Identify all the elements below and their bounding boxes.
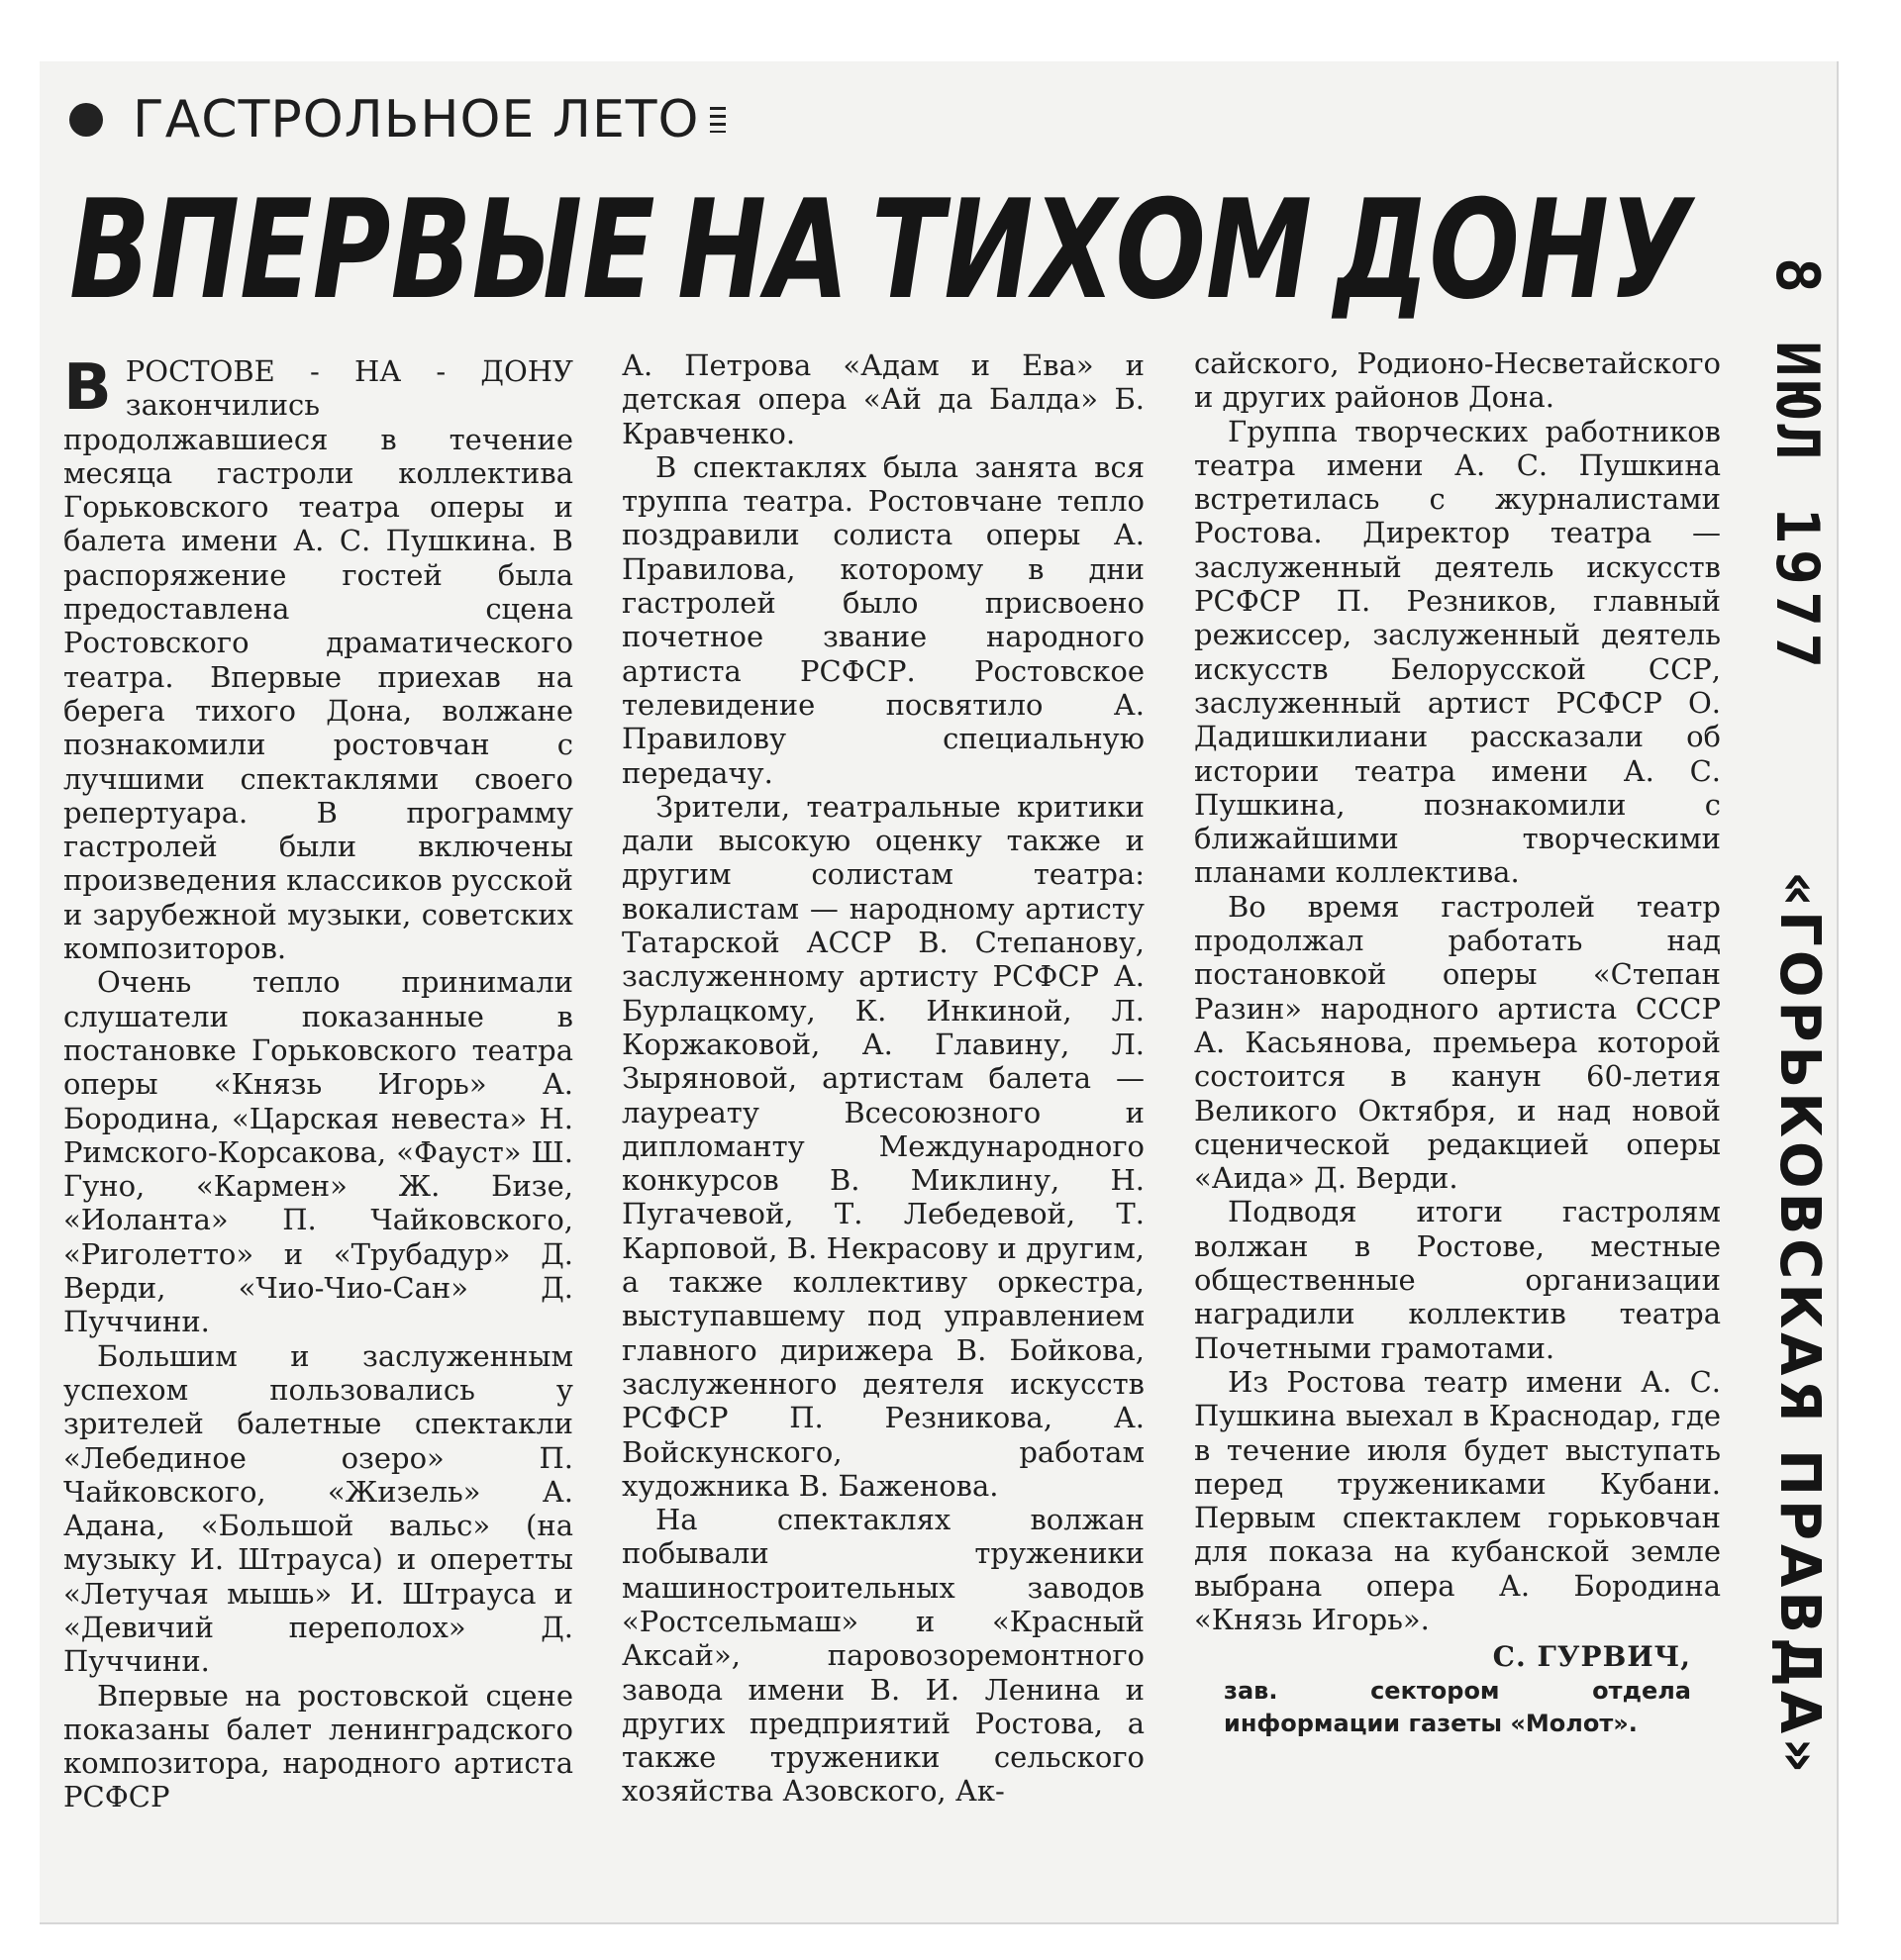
rubric-rule-icon <box>710 107 726 133</box>
paragraph: На спектаклях волжан побывали труженики машиностроительных заводов «Ростсельмаш» и «Красный Аксай», паровозоремонтного завода имени В. И. Ленина и других предприятий Ростова, а также труженики сельского хозяйства Азовского, Ак- <box>622 1503 1145 1809</box>
headline <box>69 170 1691 330</box>
paragraph: Подводя итоги гастролям волжан в Ростове, местные общественные организации наградили коллектив театра Почетными грамотами. <box>1194 1195 1721 1365</box>
author-signature: С. ГУРВИЧ, <box>1492 1640 1691 1674</box>
headline-word-3: ТИХОМ <box>870 170 1313 330</box>
author-position: зав. сектором отдела информации газеты «Молот». <box>1224 1676 1691 1737</box>
bullet-icon <box>69 103 103 137</box>
paragraph: сайского, Родионо-Несветайского и других районов Дона. <box>1194 346 1721 415</box>
paragraph: Зрители, театральные критики дали высокую оценку также и другим солистам театра: вокалистам — народному артисту Татарской АССР В. Степанову, заслуженному артисту РСФСР А. Бурлацкому, К. Инкиной, Л. Коржаковой, А. Главину, Л. Зыряновой, артистам балета — лауреату Всесоюзного и дипломанту Международного конкурсов В. Миклину, Н. Пугачевой, Т. Лебедевой, Т. Карповой, В. Некрасову и другим, а также коллективу оркестра, выступавшему под управлением главного дирижера В. Бойкова, заслуженного деятеля искусств РСФСР П. Резникова, А. Войскунского, работам художника В. Баженова. <box>622 789 1145 1503</box>
article-column-3 <box>1194 346 1721 1740</box>
article-column-2 <box>622 348 1145 1809</box>
paragraph: В спектаклях была занята вся труппа театра. Ростовчане тепло поздравили солиста оперы А. Правилова, которому в дни гастролей было присвоено почетное звание народного артиста РСФСР. Ростовское телевидение посвятило А. Правилову специальную передачу. <box>622 449 1145 790</box>
headline-word-1: ВПЕРВЫЕ <box>69 170 655 330</box>
rubric-header <box>69 85 726 154</box>
newspaper-name-stamp: «ГОРЬКОВСКАЯ ПРАВДА» <box>1767 871 1832 1778</box>
headline-word-2: НА <box>677 170 850 330</box>
paragraph: Из Ростова театр имени А. С. Пушкина выехал в Краснодар, где в течение июля будет выступать перед тружениками Кубани. Первым спектаклем горьковчан для показа на кубанской земле выбрана опера А. Бородина «Князь Игорь». <box>1194 1364 1721 1636</box>
date-stamp: 8 ИЮЛ 1977 <box>1762 257 1832 675</box>
paragraph: Во время гастролей театр продолжал работать над постановкой оперы «Степан Разин» народного артиста СССР А. Касьянова, премьера которой состоится в канун 60-летия Великого Октября, и над новой сценической редакцией оперы «Аида» Д. Верди. <box>1194 889 1721 1196</box>
paragraph: ВРОСТОВЕ - НА - ДОНУ закончились продолжавшиеся в течение месяца гастроли коллектива Горьковского театра оперы и балета имени А. С. Пушкина. В распоряжение гостей была предоставлена сцена Ростовского драматического театра. Впервые приехав на берега тихого Дона, волжане познакомили ростовчан с лучшими спектаклями своего репертуара. В программу гастролей были включены произведения классиков русской и зарубежной музыки, советских композиторов. <box>63 351 573 966</box>
rubric-title: ГАСТРОЛЬНОЕ ЛЕТО <box>133 90 700 149</box>
drop-cap: В <box>63 351 112 425</box>
article-column-1 <box>63 351 573 1814</box>
paragraph: А. Петрова «Адам и Ева» и детская опера «Ай да Балда» Б. Кравченко. <box>622 348 1145 450</box>
paragraph: Очень тепло принимали слушатели показанные в постановке Горьковского театра оперы «Князь Игорь» А. Бородина, «Царская невеста» Н. Римского-Корсакова, «Фауст» Ш. Гуно, «Кармен» Ж. Бизе, «Иоланта» П. Чайковского, «Риголетто» и «Трубадур» Д. Верди, «Чио-Чио-Сан» Д. Пуччини. <box>63 965 573 1339</box>
headline-word-4: ДОНУ <box>1334 170 1691 330</box>
paragraph: Группа творческих работников театра имени А. С. Пушкина встретилась с журналистами Ростова. Директор театра — заслуженный деятель искусств РСФСР П. Резников, главный режиссер, заслуженный деятель искусств Белорусской ССР, заслуженный артист РСФСР О. Дадишкилиани рассказали об истории театра имени А. С. Пушкина, познакомили с ближайшими творческими планами коллектива. <box>1194 414 1721 890</box>
paragraph: Впервые на ростовской сцене показаны балет ленинградского композитора, народного артиста РСФСР <box>63 1678 573 1814</box>
paragraph: Большим и заслуженным успехом пользовались у зрителей балетные спектакли «Лебединое озеро» П. Чайковского, «Жизель» А. Адана, «Большой вальс» (на музыку И. Штрауса) и оперетты «Летучая мышь» И. Штрауса и «Девичий переполох» Д. Пуччини. <box>63 1338 573 1679</box>
